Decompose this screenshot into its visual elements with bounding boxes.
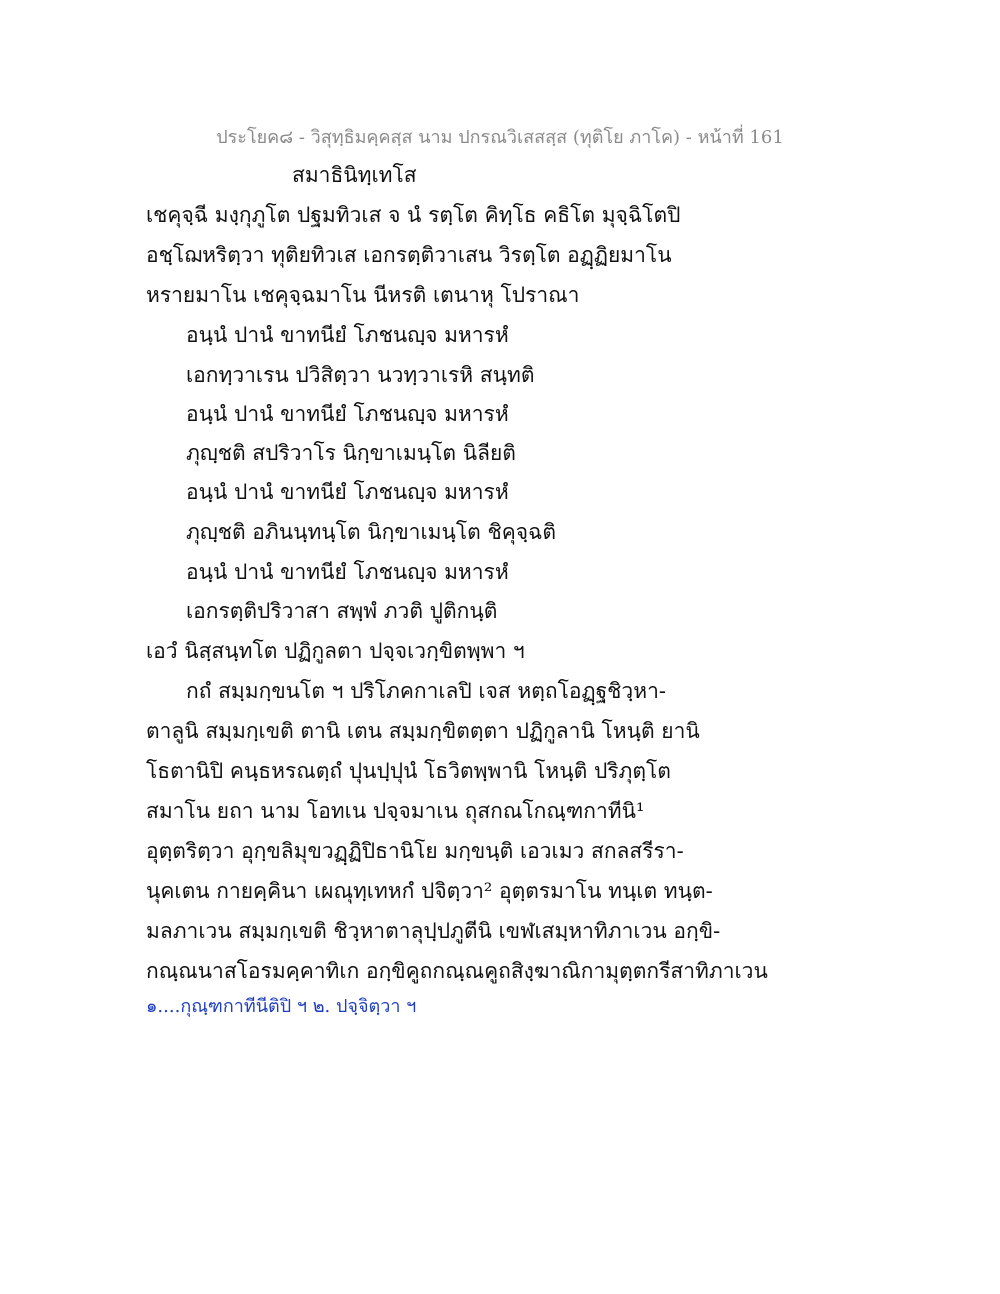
verse-line: เอกรตฺติปริวาสา สพฺพํ ภวติ ปูติกนฺติ	[186, 599, 498, 623]
paragraph-start-line: กถํ สมฺมกฺขนโต ฯ ปริโภคกาเลปิ เจส หตฺถโอฏฺฐชิวฺหา-	[186, 679, 666, 703]
verse-line: ภุญฺชติ อภินนฺทนฺโต นิกฺขาเมนฺโต ชิคุจฺฉติ	[186, 520, 556, 544]
text-line: อุตฺตริตฺวา อุกฺขลิมุขวฏฺฏิปิธานิโย มกฺขนฺติ เอวเมว สกลสรีรา-	[146, 839, 684, 863]
text-line: เชคุจฺฉี มงฺกุภูโต ปฐมทิวเส จ นํ รตฺโต คิทฺโธ คธิโต มุจฺฉิโตปิ	[146, 203, 681, 227]
verse-line: อนฺนํ ปานํ ขาทนียํ โภชนญฺจ มหารหํ	[186, 402, 509, 426]
text-line: อชฺโฌหริตฺวา ทุติยทิวเส เอกรตฺติวาเสน วิรตฺโต อฏฺฏิยมาโน	[146, 243, 672, 267]
text-line: ตาลูนิ สมฺมกฺเขติ ตานิ เตน สมฺมกฺขิตตฺตา ปฏิกูลานิ โหนฺติ ยานิ	[146, 719, 700, 743]
text-line: เอวํ นิสฺสนฺทโต ปฏิกูลตา ปจฺจเวกฺขิตพฺพา ฯ	[146, 639, 525, 663]
verse-line: อนฺนํ ปานํ ขาทนียํ โภชนญฺจ มหารหํ	[186, 560, 509, 584]
running-header: ประโยค๘ - วิสุทฺธิมคฺคสฺส นาม ปกรณวิเสสสฺส (ทุติโย ภาโค) - หน้าที่ 161	[216, 127, 784, 148]
text-line: นุคเตน กายคฺคินา เผณุทฺเทหกํ ปจิตฺวา² อุตฺตรมาโน ทนฺเต ทนฺต-	[146, 879, 713, 903]
text-line: กณฺณนาสโอรมคฺคาทิเก อกฺขิคูถกณฺณคูถสิงฺฆาณิกามุตฺตกรีสาทิภาเวน	[146, 959, 768, 983]
verse-line: เอกทฺวาเรน ปวิสิตฺวา นวทฺวาเรหิ สนฺทติ	[186, 363, 535, 387]
text-line: โธตานิปิ คนฺธหรณตฺถํ ปุนปฺปุนํ โธวิตพฺพานิ โหนฺติ ปริภุตฺโต	[146, 759, 671, 783]
verse-line: อนฺนํ ปานํ ขาทนียํ โภชนญฺจ มหารหํ	[186, 480, 509, 504]
verse-line: ภุญฺชติ สปริวาโร นิกฺขาเมนฺโต นิลียติ	[186, 441, 516, 465]
footnote: ๑....กุณฺฑกาทีนีติปิ ฯ ๒. ปจฺจิตฺวา ฯ	[146, 996, 417, 1017]
verse-line: อนฺนํ ปานํ ขาทนียํ โภชนญฺจ มหารหํ	[186, 323, 509, 347]
text-line: สมาโน ยถา นาม โอทเน ปจฺจมาเน ถุสกณโกณฺฑกาทีนิ¹	[146, 799, 645, 823]
section-heading: สมาธินิทฺเทโส	[292, 163, 417, 187]
text-line: มลภาเวน สมฺมกฺเขติ ชิวฺหาตาลุปฺปภูตีนิ เขฬเสมฺหาทิภาเวน อกฺขิ-	[146, 919, 721, 943]
text-line: หรายมาโน เชคุจฺฉมาโน นีหรติ เตนาหุ โปราณา	[146, 283, 580, 307]
